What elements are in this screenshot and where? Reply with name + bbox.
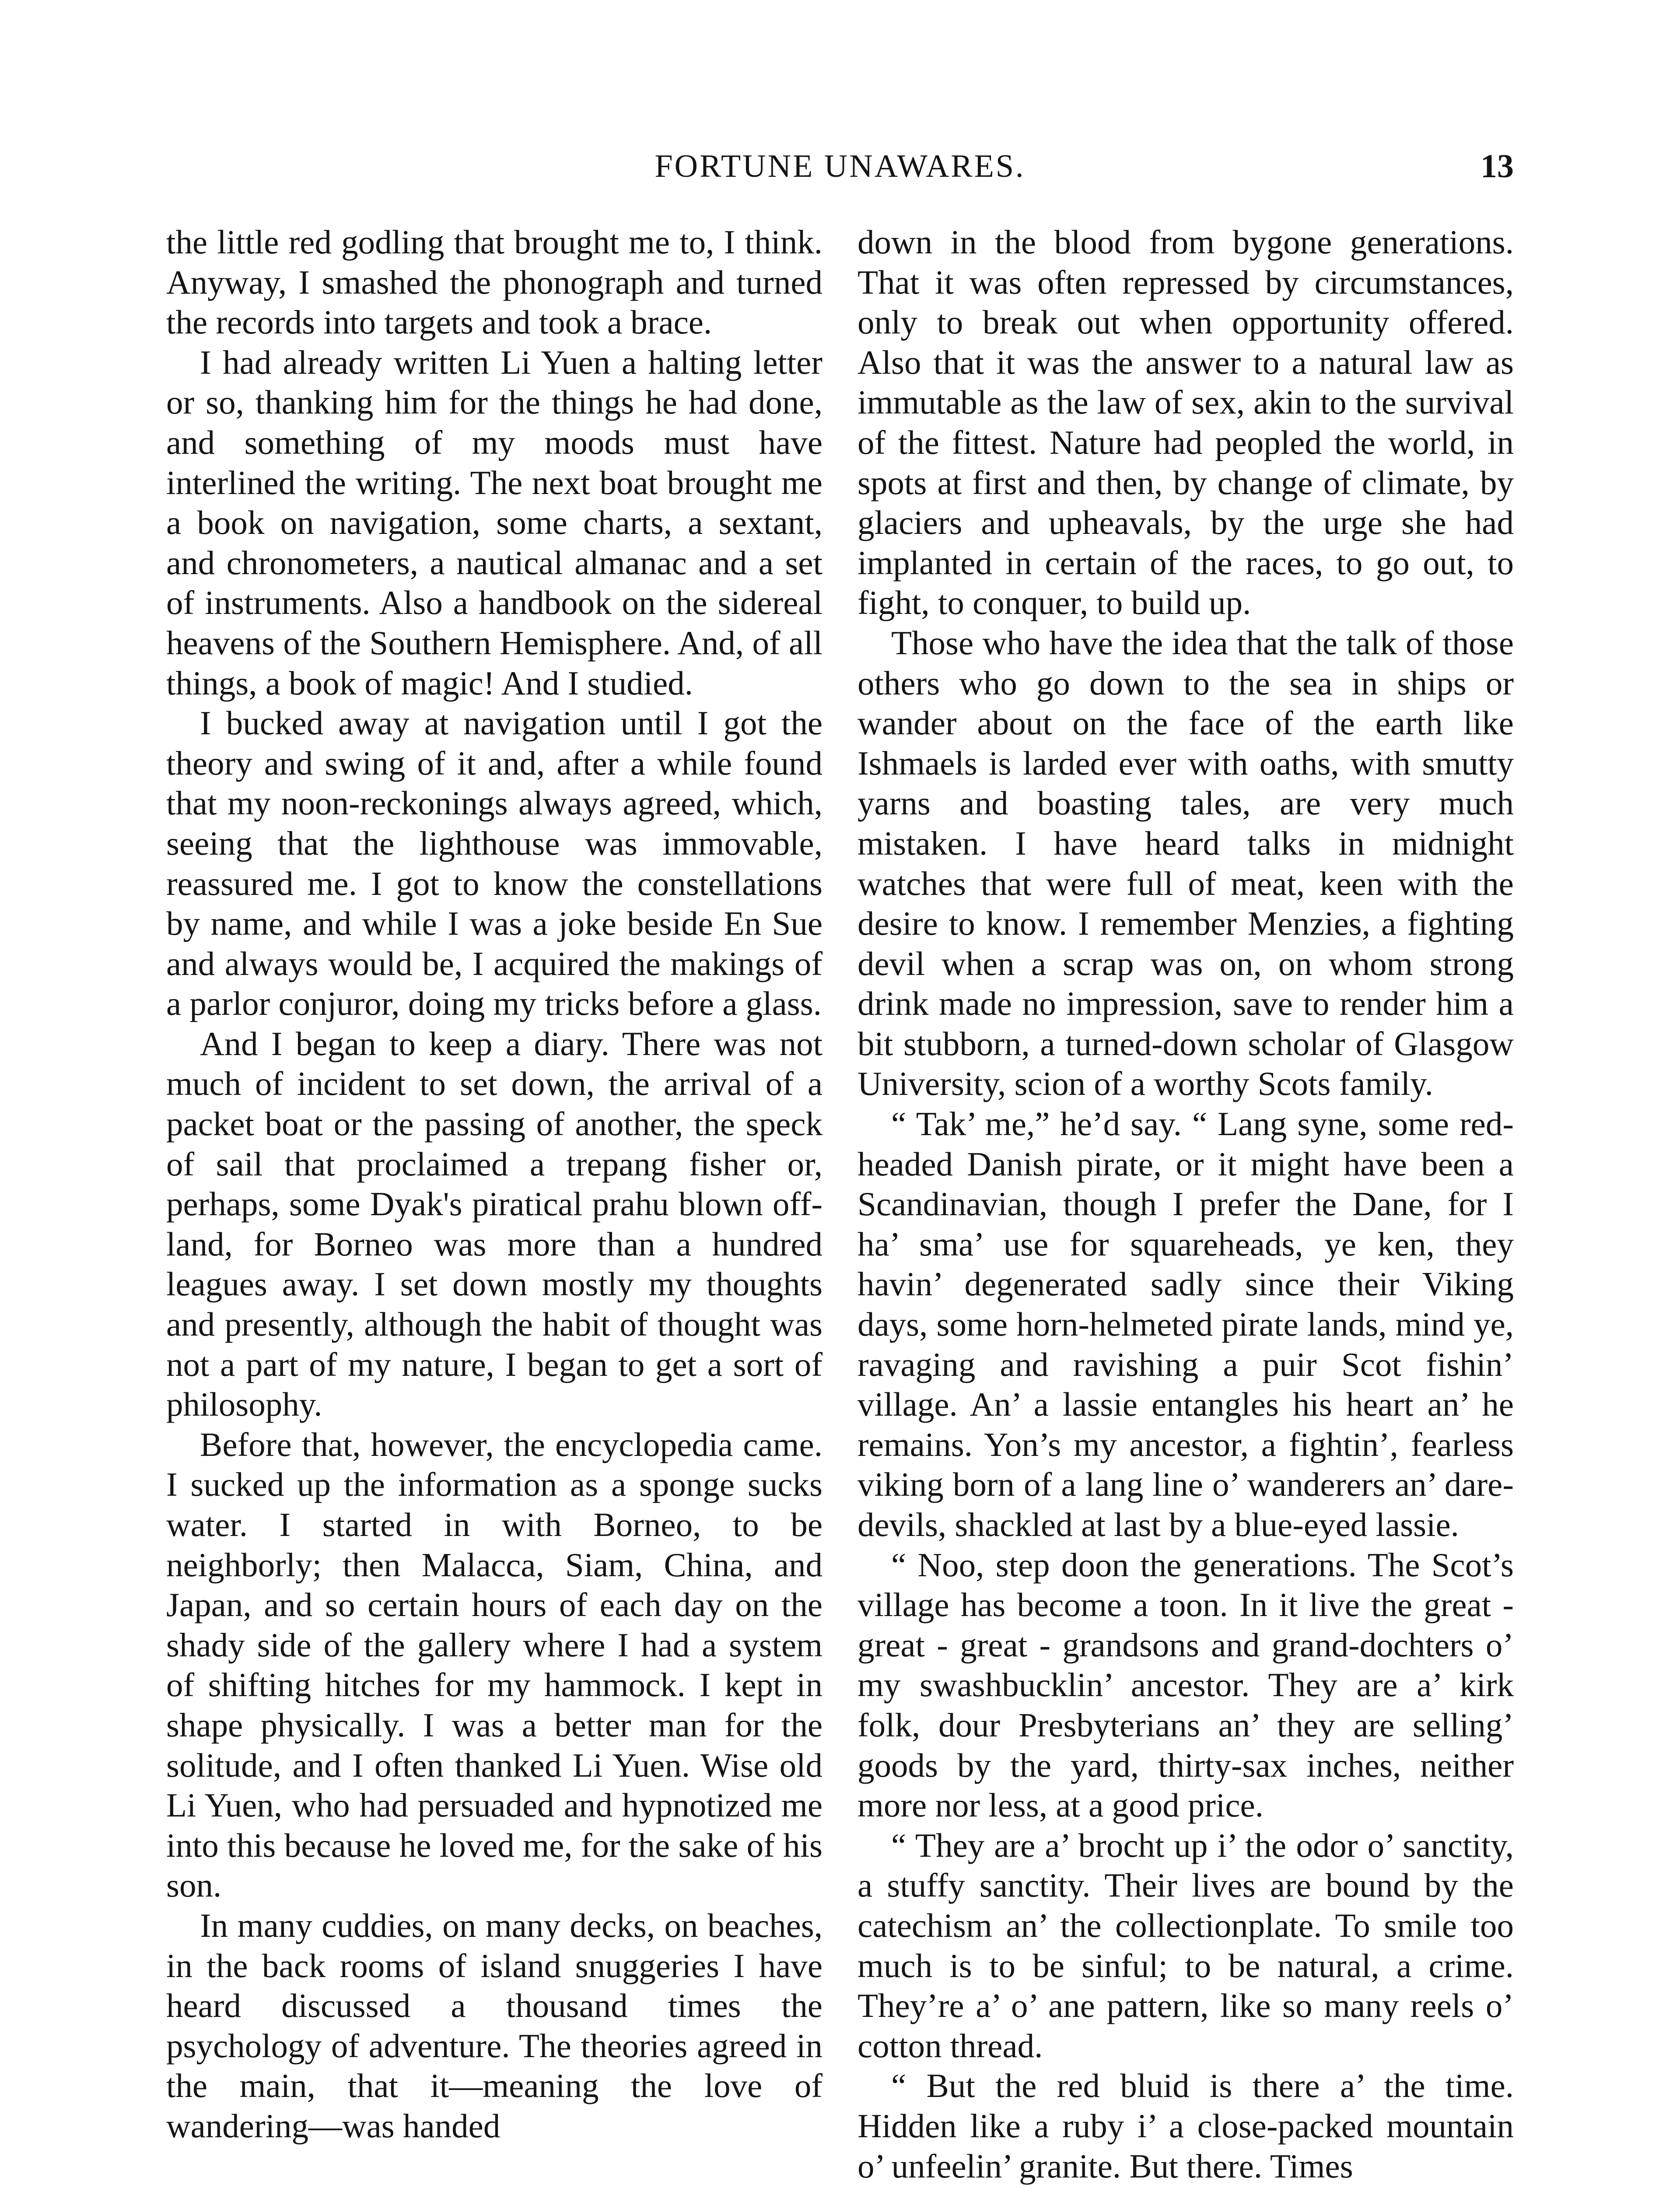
paragraph: In many cuddies, on many decks, on beaches, in the back rooms of island snuggeries I have heard discussed a thousand times the psychology of adventure. The theories agreed in the main, that it—meaning the love of wandering—was handed — [166, 1906, 822, 2145]
paragraph: Those who have the idea that the talk of those others who go down to the sea in ships or wander about on the face of the earth like Ishmaels is larded ever with oaths, with smutty yarns and boasting tales, are very much mistaken. I have heard talks in midnight watches that were full of meat, keen with the desire to know. I remember Menzies, a fighting devil when a scrap was on, on whom strong drink made no impression, save to render him a bit stubborn, a turned-down scholar of Glasgow University, scion of a worthy Scots family. — [858, 624, 1514, 1103]
paragraph: I had already written Li Yuen a halting letter or so, thanking him for the things he had done, and something of my moods must have interlined the writing. The next boat brought me a book on navigation, some charts, a sextant, and chronometers, a nautical almanac and a set of instruments. Also a handbook on the sidereal heavens of the Southern Hemisphere. And, of all things, a book of magic! And I studied. — [166, 343, 822, 702]
paragraph: “ But the red bluid is there a’ the time. Hidden like a ruby i’ a close-packed mountain o’ unfeelin’ granite. But there. Times — [858, 2067, 1514, 2185]
page-number: 13 — [1480, 148, 1514, 185]
paragraph: I bucked away at navigation until I got the theory and swing of it and, after a while found that my noon-reckonings always agreed, which, seeing that the lighthouse was immovable, reassured me. I got to know the constellations by name, and while I was a joke beside En Sue and always would be, I acquired the makings of a parlor conjuror, doing my tricks before a glass. — [166, 704, 822, 1023]
body-text — [166, 222, 1514, 2188]
paragraph: the little red godling that brought me to, I think. Anyway, I smashed the phonograph and turned the records into targets and took a brace. — [166, 223, 822, 341]
left-column — [166, 222, 822, 2188]
right-column — [858, 222, 1514, 2188]
running-title: FORTUNE UNAWARES. — [654, 148, 1026, 184]
paragraph: “ Noo, step doon the generations. The Scot’s village has become a toon. In it live the great - great - great - grandsons and grand-dochters o’ my swashbucklin’ ancestor. They are a’ kirk folk, dour Presbyterians an’ they are selling’ goods by the yard, thirty-sax inches, neither more nor less, at a good price. — [858, 1546, 1514, 1824]
running-head — [166, 144, 1514, 193]
paragraph: Before that, however, the encyclopedia came. I sucked up the information as a sponge sucks water. I started in with Borneo, to be neighborly; then Malacca, Siam, China, and Japan, and so certain hours of each day on the shady side of the gallery where I had a system of shifting hitches for my hammock. I kept in shape physically. I was a better man for the solitude, and I often thanked Li Yuen. Wise old Li Yuen, who had persuaded and hypnotized me into this because he loved me, for the sake of his son. — [166, 1425, 822, 1904]
paragraph: down in the blood from bygone generations. That it was often repressed by circumstances, only to break out when opportunity offered. Also that it was the answer to a natural law as immutable as the law of sex, akin to the survival of the fittest. Nature had peopled the world, in spots at first and then, by change of climate, by glaciers and upheavals, by the urge she had implanted in certain of the races, to go out, to fight, to conquer, to build up. — [858, 223, 1514, 622]
paragraph: “ They are a’ brocht up i’ the odor o’ sanctity, a stuffy sanctity. Their lives are bound by the catechism an’ the collectionplate. To smile too much is to be sinful; to be natural, a crime. They’re a’ o’ ane pattern, like so many reels o’ cotton thread. — [858, 1826, 1514, 2065]
paragraph: And I began to keep a diary. There was not much of incident to set down, the arrival of a packet boat or the passing of another, the speck of sail that proclaimed a trepang fisher or, perhaps, some Dyak's piratical prahu blown off-land, for Borneo was more than a hundred leagues away. I set down mostly my thoughts and presently, although the habit of thought was not a part of my nature, I began to get a sort of philosophy. — [166, 1024, 822, 1424]
paragraph: “ Tak’ me,” he’d say. “ Lang syne, some red-headed Danish pirate, or it might have been a Scandinavian, though I prefer the Dane, for I ha’ sma’ use for squareheads, ye ken, they havin’ degenerated sadly since their Viking days, some horn-helmeted pirate lands, mind ye, ravaging and ravishing a puir Scot fishin’ village. An’ a lassie entangles his heart an’ he remains. Yon’s my ancestor, a fightin’, fearless viking born of a lang line o’ wanderers an’ daredevils, shackled at last by a blue-eyed lassie. — [858, 1105, 1514, 1543]
